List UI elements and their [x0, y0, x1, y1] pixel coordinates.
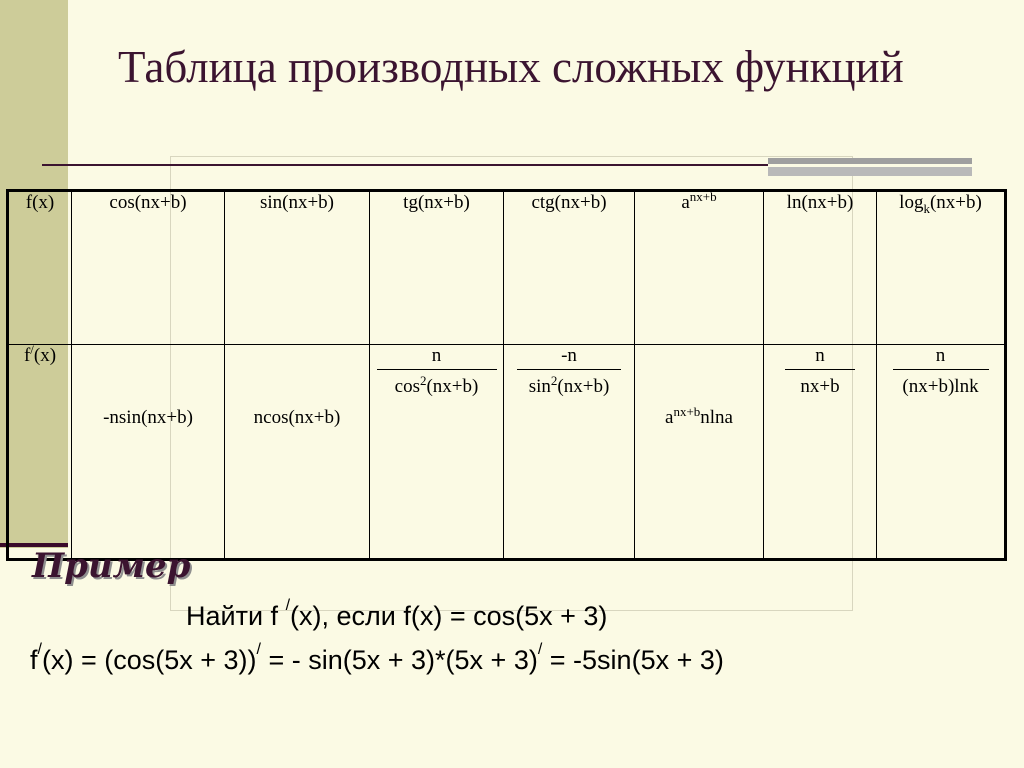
- table-row-derivative: [8, 345, 1006, 560]
- cell-d-exp: $a^{nx+b}nlna$: [635, 345, 764, 560]
- fraction-ln: $\frac{n}{nx+b}$: [785, 345, 855, 398]
- cell-d-ctg: [504, 345, 635, 560]
- derivatives-table: [6, 189, 1007, 561]
- title-underline: [42, 164, 772, 166]
- cell-d-tg: [370, 345, 504, 560]
- cell-f-sin: sin(nx+b): [225, 191, 370, 345]
- cell-header-fprime: f/(x): [8, 345, 72, 560]
- example-solution: f/(x) = (cos(5x + 3))/ = - sin(5x + 3)*(5x + 3)/ = -5sin(5x + 3): [30, 641, 724, 675]
- title-accent-bar: [768, 158, 972, 176]
- cell-f-tg: tg(nx+b): [370, 191, 504, 345]
- example-heading: Пример: [32, 546, 191, 586]
- cell-d-cos: -nsin(nx+b): [72, 345, 225, 560]
- fraction-bar: [377, 369, 497, 370]
- table-row-function: [8, 191, 1006, 345]
- fraction-bar: [893, 369, 989, 370]
- fraction-tg: $\frac{n}{\cos^2(nx+b)}$: [377, 345, 497, 398]
- cell-d-log: [877, 345, 1006, 560]
- cell-d-sin: ncos(nx+b): [225, 345, 370, 560]
- fraction-log: $\frac{n}{(nx+b)\ln k}$: [893, 345, 989, 398]
- cell-f-exp: $a^{nx+b}$: [635, 191, 764, 345]
- fraction-ctg: $\frac{-n}{\sin^2(nx+b)}$: [517, 345, 621, 398]
- fraction-bar: [517, 369, 621, 370]
- cell-header-f: f(x): [8, 191, 72, 345]
- example-task: Найти f /(x), если f(x) = cos(5x + 3): [186, 597, 608, 631]
- cell-f-log: $\log_k(nx+b)$: [877, 191, 1006, 345]
- cell-d-ln: [764, 345, 877, 560]
- cell-f-ln: ln(nx+b): [764, 191, 877, 345]
- cell-f-ctg: ctg(nx+b): [504, 191, 635, 345]
- cell-f-cos: cos(nx+b): [72, 191, 225, 345]
- slide-title: Таблица производных сложных функций: [118, 42, 904, 92]
- fraction-bar: [785, 369, 855, 370]
